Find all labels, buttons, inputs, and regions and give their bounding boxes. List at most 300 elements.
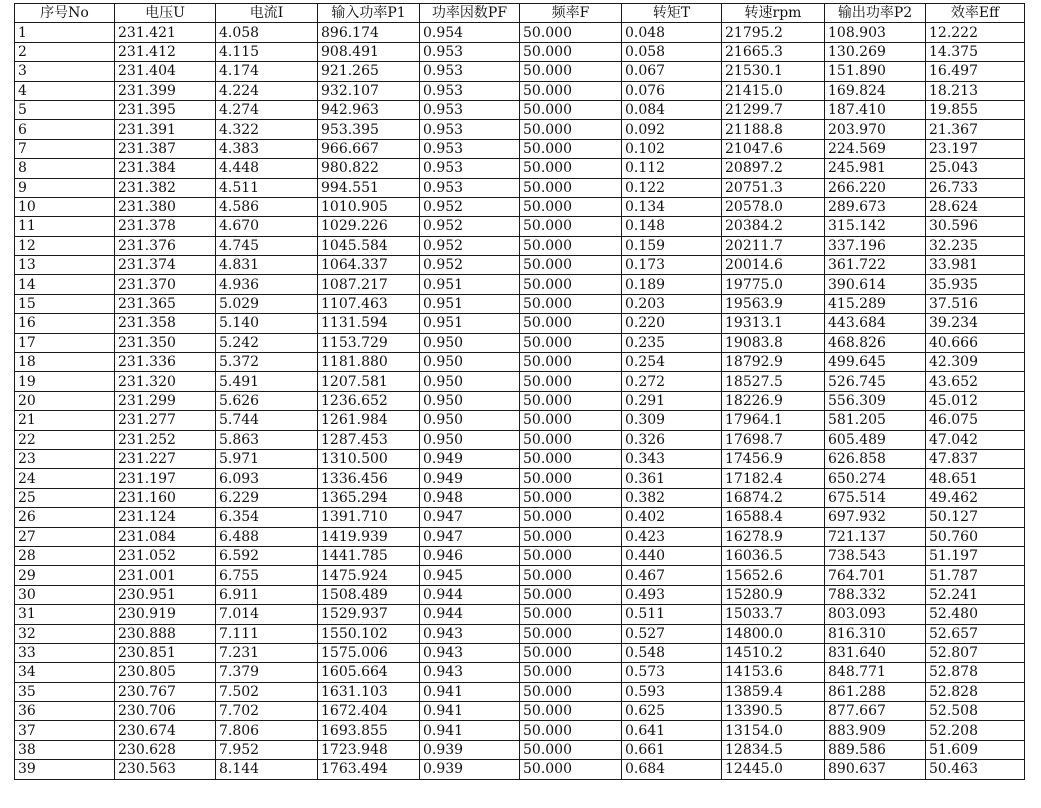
cell-speed: 18792.9	[722, 353, 825, 372]
cell-frequency: 50.000	[520, 217, 622, 236]
cell-torque: 0.548	[622, 643, 722, 662]
cell-input-power: 953.395	[318, 120, 420, 139]
cell-index: 19	[15, 372, 115, 391]
cell-output-power: 831.640	[825, 643, 926, 662]
cell-torque: 0.235	[622, 333, 722, 352]
cell-frequency: 50.000	[520, 372, 622, 391]
cell-index: 29	[15, 566, 115, 585]
cell-frequency: 50.000	[520, 42, 622, 61]
cell-output-power: 526.745	[825, 372, 926, 391]
cell-speed: 21415.0	[722, 81, 825, 100]
cell-speed: 13859.4	[722, 682, 825, 701]
table-row	[15, 624, 1025, 643]
cell-speed: 16588.4	[722, 508, 825, 527]
cell-input-power: 1310.500	[318, 449, 420, 468]
cell-voltage: 231.376	[115, 236, 216, 255]
cell-power-factor: 0.950	[420, 411, 520, 430]
cell-torque: 0.112	[622, 159, 722, 178]
cell-efficiency: 50.463	[926, 760, 1025, 779]
cell-efficiency: 30.596	[926, 217, 1025, 236]
cell-speed: 16874.2	[722, 488, 825, 507]
cell-frequency: 50.000	[520, 643, 622, 662]
cell-frequency: 50.000	[520, 120, 622, 139]
cell-voltage: 231.399	[115, 81, 216, 100]
cell-torque: 0.220	[622, 314, 722, 333]
table-row	[15, 353, 1025, 372]
cell-index: 30	[15, 585, 115, 604]
cell-output-power: 816.310	[825, 624, 926, 643]
cell-current: 8.144	[216, 760, 318, 779]
cell-speed: 13390.5	[722, 702, 825, 721]
table-row	[15, 760, 1025, 779]
cell-speed: 19083.8	[722, 333, 825, 352]
cell-index: 35	[15, 682, 115, 701]
cell-speed: 16036.5	[722, 546, 825, 565]
cell-output-power: 203.970	[825, 120, 926, 139]
cell-power-factor: 0.943	[420, 663, 520, 682]
cell-speed: 15652.6	[722, 566, 825, 585]
cell-speed: 14800.0	[722, 624, 825, 643]
cell-current: 5.744	[216, 411, 318, 430]
cell-voltage: 231.358	[115, 314, 216, 333]
cell-input-power: 1045.584	[318, 236, 420, 255]
cell-power-factor: 0.948	[420, 488, 520, 507]
cell-torque: 0.048	[622, 23, 722, 42]
cell-frequency: 50.000	[520, 721, 622, 740]
cell-frequency: 50.000	[520, 527, 622, 546]
cell-output-power: 626.858	[825, 449, 926, 468]
header-cell-power-factor: 功率因数PF	[420, 4, 520, 23]
cell-frequency: 50.000	[520, 23, 622, 42]
cell-input-power: 896.174	[318, 23, 420, 42]
cell-efficiency: 32.235	[926, 236, 1025, 255]
header-cell-efficiency: 效率Eff	[926, 4, 1025, 23]
cell-voltage: 231.387	[115, 139, 216, 158]
cell-index: 39	[15, 760, 115, 779]
cell-efficiency: 52.807	[926, 643, 1025, 662]
cell-index: 13	[15, 256, 115, 275]
cell-power-factor: 0.941	[420, 721, 520, 740]
cell-current: 6.755	[216, 566, 318, 585]
cell-frequency: 50.000	[520, 663, 622, 682]
cell-torque: 0.076	[622, 81, 722, 100]
cell-power-factor: 0.951	[420, 275, 520, 294]
table-row	[15, 721, 1025, 740]
cell-current: 6.592	[216, 546, 318, 565]
cell-index: 5	[15, 100, 115, 119]
cell-index: 21	[15, 411, 115, 430]
cell-power-factor: 0.952	[420, 217, 520, 236]
cell-efficiency: 14.375	[926, 42, 1025, 61]
cell-current: 7.379	[216, 663, 318, 682]
cell-speed: 20751.3	[722, 178, 825, 197]
cell-torque: 0.309	[622, 411, 722, 430]
cell-index: 24	[15, 469, 115, 488]
cell-voltage: 231.395	[115, 100, 216, 119]
cell-output-power: 499.645	[825, 353, 926, 372]
table-row	[15, 62, 1025, 81]
cell-index: 12	[15, 236, 115, 255]
cell-output-power: 361.722	[825, 256, 926, 275]
cell-voltage: 231.336	[115, 353, 216, 372]
cell-voltage: 230.888	[115, 624, 216, 643]
cell-speed: 21530.1	[722, 62, 825, 81]
cell-current: 7.702	[216, 702, 318, 721]
cell-output-power: 721.137	[825, 527, 926, 546]
table-row	[15, 100, 1025, 119]
cell-current: 5.491	[216, 372, 318, 391]
cell-efficiency: 49.462	[926, 488, 1025, 507]
cell-current: 7.111	[216, 624, 318, 643]
cell-current: 5.140	[216, 314, 318, 333]
cell-frequency: 50.000	[520, 566, 622, 585]
cell-index: 18	[15, 353, 115, 372]
cell-speed: 19563.9	[722, 294, 825, 313]
cell-input-power: 980.822	[318, 159, 420, 178]
cell-torque: 0.684	[622, 760, 722, 779]
table-row	[15, 449, 1025, 468]
cell-input-power: 1508.489	[318, 585, 420, 604]
cell-current: 4.511	[216, 178, 318, 197]
cell-current: 6.093	[216, 469, 318, 488]
cell-output-power: 889.586	[825, 740, 926, 759]
cell-frequency: 50.000	[520, 488, 622, 507]
cell-output-power: 764.701	[825, 566, 926, 585]
cell-voltage: 231.277	[115, 411, 216, 430]
table-row	[15, 527, 1025, 546]
cell-speed: 16278.9	[722, 527, 825, 546]
cell-voltage: 231.001	[115, 566, 216, 585]
cell-speed: 19775.0	[722, 275, 825, 294]
table-row	[15, 546, 1025, 565]
cell-power-factor: 0.943	[420, 624, 520, 643]
cell-input-power: 1672.404	[318, 702, 420, 721]
cell-current: 4.745	[216, 236, 318, 255]
cell-power-factor: 0.949	[420, 449, 520, 468]
cell-input-power: 1064.337	[318, 256, 420, 275]
cell-index: 36	[15, 702, 115, 721]
cell-power-factor: 0.953	[420, 159, 520, 178]
cell-efficiency: 23.197	[926, 139, 1025, 158]
cell-voltage: 231.299	[115, 391, 216, 410]
cell-input-power: 1365.294	[318, 488, 420, 507]
cell-index: 23	[15, 449, 115, 468]
table-row	[15, 81, 1025, 100]
table-row	[15, 294, 1025, 313]
cell-input-power: 1261.984	[318, 411, 420, 430]
cell-power-factor: 0.949	[420, 469, 520, 488]
cell-output-power: 675.514	[825, 488, 926, 507]
cell-output-power: 245.981	[825, 159, 926, 178]
cell-output-power: 443.684	[825, 314, 926, 333]
cell-voltage: 231.382	[115, 178, 216, 197]
cell-output-power: 169.824	[825, 81, 926, 100]
cell-voltage: 231.374	[115, 256, 216, 275]
cell-efficiency: 48.651	[926, 469, 1025, 488]
table-row	[15, 159, 1025, 178]
cell-frequency: 50.000	[520, 139, 622, 158]
cell-voltage: 231.252	[115, 430, 216, 449]
cell-index: 6	[15, 120, 115, 139]
cell-index: 31	[15, 605, 115, 624]
cell-frequency: 50.000	[520, 546, 622, 565]
cell-speed: 20014.6	[722, 256, 825, 275]
cell-output-power: 861.288	[825, 682, 926, 701]
cell-frequency: 50.000	[520, 353, 622, 372]
cell-index: 34	[15, 663, 115, 682]
cell-speed: 17456.9	[722, 449, 825, 468]
cell-power-factor: 0.944	[420, 605, 520, 624]
cell-efficiency: 40.666	[926, 333, 1025, 352]
cell-voltage: 231.378	[115, 217, 216, 236]
cell-frequency: 50.000	[520, 100, 622, 119]
table-row	[15, 663, 1025, 682]
table-row	[15, 411, 1025, 430]
cell-output-power: 877.667	[825, 702, 926, 721]
cell-output-power: 130.269	[825, 42, 926, 61]
header-cell-index: 序号No	[15, 4, 115, 23]
cell-voltage: 230.919	[115, 605, 216, 624]
cell-efficiency: 52.208	[926, 721, 1025, 740]
table-row	[15, 430, 1025, 449]
cell-input-power: 1631.103	[318, 682, 420, 701]
cell-efficiency: 47.042	[926, 430, 1025, 449]
cell-current: 5.029	[216, 294, 318, 313]
motor-test-data-table	[14, 3, 1025, 780]
cell-power-factor: 0.947	[420, 527, 520, 546]
header-cell-frequency: 频率F	[520, 4, 622, 23]
cell-torque: 0.084	[622, 100, 722, 119]
cell-index: 38	[15, 740, 115, 759]
table-row	[15, 585, 1025, 604]
cell-voltage: 231.227	[115, 449, 216, 468]
cell-efficiency: 19.855	[926, 100, 1025, 119]
cell-output-power: 337.196	[825, 236, 926, 255]
cell-current: 7.952	[216, 740, 318, 759]
cell-efficiency: 26.733	[926, 178, 1025, 197]
table-row	[15, 236, 1025, 255]
cell-torque: 0.173	[622, 256, 722, 275]
cell-current: 4.322	[216, 120, 318, 139]
cell-output-power: 108.903	[825, 23, 926, 42]
cell-torque: 0.641	[622, 721, 722, 740]
cell-torque: 0.272	[622, 372, 722, 391]
cell-input-power: 921.265	[318, 62, 420, 81]
cell-current: 5.863	[216, 430, 318, 449]
cell-index: 10	[15, 197, 115, 216]
cell-torque: 0.423	[622, 527, 722, 546]
cell-torque: 0.203	[622, 294, 722, 313]
cell-current: 7.014	[216, 605, 318, 624]
cell-index: 37	[15, 721, 115, 740]
cell-input-power: 932.107	[318, 81, 420, 100]
cell-output-power: 415.289	[825, 294, 926, 313]
cell-efficiency: 43.652	[926, 372, 1025, 391]
cell-input-power: 1131.594	[318, 314, 420, 333]
cell-output-power: 738.543	[825, 546, 926, 565]
cell-power-factor: 0.953	[420, 81, 520, 100]
cell-torque: 0.511	[622, 605, 722, 624]
cell-efficiency: 35.935	[926, 275, 1025, 294]
cell-input-power: 1763.494	[318, 760, 420, 779]
table-row	[15, 217, 1025, 236]
table-row	[15, 23, 1025, 42]
cell-voltage: 231.052	[115, 546, 216, 565]
cell-index: 14	[15, 275, 115, 294]
header-cell-output-power: 输出功率P2	[825, 4, 926, 23]
table-row	[15, 702, 1025, 721]
cell-torque: 0.148	[622, 217, 722, 236]
cell-current: 6.354	[216, 508, 318, 527]
cell-speed: 17964.1	[722, 411, 825, 430]
cell-efficiency: 47.837	[926, 449, 1025, 468]
cell-input-power: 1153.729	[318, 333, 420, 352]
cell-frequency: 50.000	[520, 411, 622, 430]
cell-torque: 0.440	[622, 546, 722, 565]
cell-current: 5.242	[216, 333, 318, 352]
cell-torque: 0.102	[622, 139, 722, 158]
cell-torque: 0.134	[622, 197, 722, 216]
table-row	[15, 178, 1025, 197]
cell-frequency: 50.000	[520, 740, 622, 759]
cell-torque: 0.326	[622, 430, 722, 449]
cell-efficiency: 37.516	[926, 294, 1025, 313]
cell-current: 4.274	[216, 100, 318, 119]
cell-current: 6.911	[216, 585, 318, 604]
cell-voltage: 230.767	[115, 682, 216, 701]
cell-efficiency: 52.480	[926, 605, 1025, 624]
cell-output-power: 605.489	[825, 430, 926, 449]
cell-index: 27	[15, 527, 115, 546]
cell-voltage: 230.851	[115, 643, 216, 662]
cell-voltage: 231.412	[115, 42, 216, 61]
table-row	[15, 488, 1025, 507]
table-row	[15, 256, 1025, 275]
cell-output-power: 556.309	[825, 391, 926, 410]
cell-power-factor: 0.939	[420, 740, 520, 759]
cell-input-power: 1693.855	[318, 721, 420, 740]
cell-power-factor: 0.950	[420, 372, 520, 391]
cell-voltage: 230.628	[115, 740, 216, 759]
cell-speed: 17698.7	[722, 430, 825, 449]
cell-speed: 12445.0	[722, 760, 825, 779]
cell-current: 7.231	[216, 643, 318, 662]
cell-input-power: 1723.948	[318, 740, 420, 759]
cell-input-power: 1550.102	[318, 624, 420, 643]
cell-speed: 18226.9	[722, 391, 825, 410]
table-row	[15, 508, 1025, 527]
cell-input-power: 1236.652	[318, 391, 420, 410]
cell-frequency: 50.000	[520, 256, 622, 275]
cell-voltage: 230.805	[115, 663, 216, 682]
cell-speed: 21047.6	[722, 139, 825, 158]
cell-speed: 12834.5	[722, 740, 825, 759]
cell-voltage: 231.391	[115, 120, 216, 139]
cell-index: 16	[15, 314, 115, 333]
cell-power-factor: 0.952	[420, 236, 520, 255]
cell-efficiency: 46.075	[926, 411, 1025, 430]
cell-torque: 0.058	[622, 42, 722, 61]
table-row	[15, 197, 1025, 216]
cell-power-factor: 0.953	[420, 120, 520, 139]
cell-input-power: 1529.937	[318, 605, 420, 624]
header-cell-speed: 转速rpm	[722, 4, 825, 23]
cell-voltage: 231.124	[115, 508, 216, 527]
cell-current: 6.229	[216, 488, 318, 507]
cell-frequency: 50.000	[520, 702, 622, 721]
cell-output-power: 468.826	[825, 333, 926, 352]
cell-index: 3	[15, 62, 115, 81]
table-row	[15, 42, 1025, 61]
cell-torque: 0.661	[622, 740, 722, 759]
header-cell-input-power: 输入功率P1	[318, 4, 420, 23]
cell-power-factor: 0.941	[420, 702, 520, 721]
cell-voltage: 231.365	[115, 294, 216, 313]
cell-torque: 0.625	[622, 702, 722, 721]
cell-power-factor: 0.953	[420, 100, 520, 119]
cell-voltage: 231.197	[115, 469, 216, 488]
cell-current: 5.626	[216, 391, 318, 410]
cell-torque: 0.189	[622, 275, 722, 294]
cell-voltage: 231.421	[115, 23, 216, 42]
cell-efficiency: 51.787	[926, 566, 1025, 585]
cell-power-factor: 0.953	[420, 178, 520, 197]
cell-torque: 0.092	[622, 120, 722, 139]
cell-input-power: 1207.581	[318, 372, 420, 391]
cell-input-power: 942.963	[318, 100, 420, 119]
cell-output-power: 224.569	[825, 139, 926, 158]
cell-voltage: 231.384	[115, 159, 216, 178]
cell-power-factor: 0.950	[420, 430, 520, 449]
cell-torque: 0.402	[622, 508, 722, 527]
cell-frequency: 50.000	[520, 81, 622, 100]
cell-input-power: 1441.785	[318, 546, 420, 565]
table-row	[15, 643, 1025, 662]
cell-input-power: 1287.453	[318, 430, 420, 449]
cell-torque: 0.573	[622, 663, 722, 682]
cell-speed: 20211.7	[722, 236, 825, 255]
table-row	[15, 314, 1025, 333]
cell-voltage: 231.370	[115, 275, 216, 294]
cell-index: 22	[15, 430, 115, 449]
cell-output-power: 151.890	[825, 62, 926, 81]
cell-input-power: 1010.905	[318, 197, 420, 216]
cell-torque: 0.527	[622, 624, 722, 643]
cell-output-power: 788.332	[825, 585, 926, 604]
cell-current: 4.383	[216, 139, 318, 158]
cell-efficiency: 52.657	[926, 624, 1025, 643]
cell-index: 15	[15, 294, 115, 313]
cell-voltage: 230.706	[115, 702, 216, 721]
cell-output-power: 266.220	[825, 178, 926, 197]
cell-current: 5.971	[216, 449, 318, 468]
cell-speed: 13154.0	[722, 721, 825, 740]
cell-torque: 0.593	[622, 682, 722, 701]
header-cell-voltage: 电压U	[115, 4, 216, 23]
cell-speed: 17182.4	[722, 469, 825, 488]
cell-frequency: 50.000	[520, 585, 622, 604]
cell-power-factor: 0.953	[420, 42, 520, 61]
table-row	[15, 566, 1025, 585]
cell-frequency: 50.000	[520, 178, 622, 197]
cell-power-factor: 0.939	[420, 760, 520, 779]
cell-torque: 0.122	[622, 178, 722, 197]
cell-voltage: 231.350	[115, 333, 216, 352]
cell-voltage: 231.320	[115, 372, 216, 391]
cell-efficiency: 18.213	[926, 81, 1025, 100]
cell-power-factor: 0.947	[420, 508, 520, 527]
cell-input-power: 1605.664	[318, 663, 420, 682]
